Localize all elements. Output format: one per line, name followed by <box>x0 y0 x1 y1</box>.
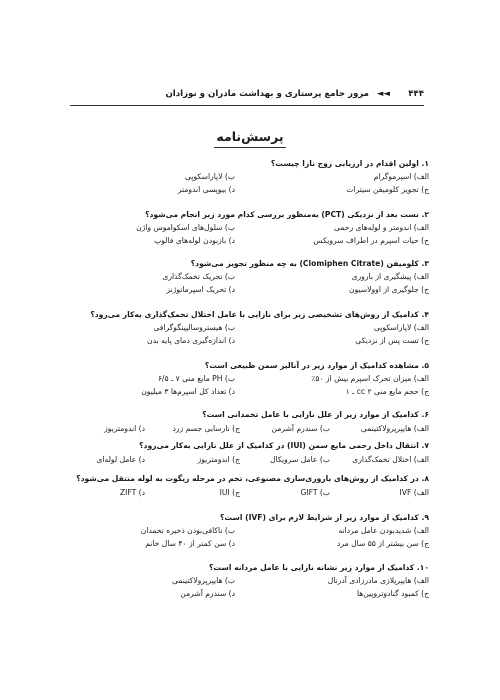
answer-option: ج) IUI <box>219 488 240 497</box>
question-text: ۵. مشاهده کدامیک از موارد زیر در آنالیز سمن طبیعی است؟ <box>204 361 429 370</box>
answer-option: الف) هایپرپلازی مادرزادی آدرنال <box>327 576 429 585</box>
answer-option: الف) شدیدبودن عامل مردانه <box>338 526 429 535</box>
answer-option: د) سندرم آشرمن <box>180 589 235 598</box>
answer-option: الف) میزان تحرک اسپرم بیش از ۵۰٪ <box>311 374 429 383</box>
answer-option: ب) هایپرپرولاکتینمی <box>172 576 235 585</box>
answer-option: د) اندازه‌گیری دمای پایه بدن <box>147 336 235 345</box>
answer-option: الف) اندومتر و لوله‌های رحمی <box>334 223 429 232</box>
answer-option: الف) IVF <box>399 488 429 497</box>
answer-option: ب) سندرم آشرمن <box>271 424 330 433</box>
section-title: پرسش‌نامه <box>216 129 284 144</box>
answer-option: ب) هیستروسالپینگوگرافی <box>153 323 235 332</box>
answer-option: ب) PH مایع منی ۷ ـ ۶/۵ <box>157 374 235 383</box>
answer-option: ج) جلوگیری از اوولاسیون <box>349 285 429 294</box>
book-title: مرور جامع پرستاری و بهداشت مادران و نوزادان <box>165 89 369 99</box>
question-text: ۹. کدامیک از موارد زیر از شرایط لازم برای (IVF) است؟ <box>219 513 429 522</box>
answer-option: ج) اندومتریوز <box>197 455 240 464</box>
answer-option: ج) نارسایی جسم زرد <box>172 424 240 433</box>
answer-option: ج) کمبود گنادوتروپین‌ها <box>356 589 429 598</box>
page-number: ۴۴۴ <box>408 89 424 99</box>
question-text: ۶. کدامیک از موارد زیر از علل نازایی با عامل تخمدانی است؟ <box>202 410 429 419</box>
answer-option: د) بیوپسی اندومتر <box>177 185 235 194</box>
answer-option: ج) تست پس از نزدیکی <box>355 336 429 345</box>
answer-option: ب) تحریک تخمک‌گذاری <box>162 272 235 281</box>
answer-option: ب) ناکافی‌بودن ذخیره تخمدان <box>140 526 235 535</box>
answer-option: د) بازبودن لوله‌های فالوپ <box>154 236 235 245</box>
answer-option: ب) سلول‌های اسکواموس واژن <box>136 223 235 232</box>
question-text: ۱۰. کدامیک از موارد زیر نشانه نازایی با عامل مردانه است؟ <box>208 563 429 572</box>
answer-option: ب) عامل سرویکال <box>270 455 330 464</box>
answer-option: د) عامل لوله‌ای <box>96 455 145 464</box>
answer-option: د) اندومتریوز <box>104 424 145 433</box>
answer-option: د) سن کمتر از ۴۰ سال خانم <box>145 539 235 548</box>
answer-option: الف) اختلال تخمک‌گذاری <box>352 455 429 464</box>
question-text: ۲. تست بعد از نزدیکی (PCT) به‌منظور بررسی کدام مورد زیر انجام می‌شود؟ <box>145 210 429 219</box>
answer-option: د) ZIFT <box>119 488 145 497</box>
answer-option: د) تحریک اسپرماتوژنز <box>166 285 235 294</box>
question-text: ۱. اولین اقدام در ارزیابی زوج نازا چیست؟ <box>270 159 429 168</box>
question-text: ۳. کلومیفن (Clomiphen Citrate) به چه منظور تجویز می‌شود؟ <box>190 259 429 268</box>
question-text: ۷. انتقال داخل رحمی مایع سمن (IUI) در کدامیک از علل نازایی به‌کار می‌رود؟ <box>139 441 429 450</box>
answer-option: د) تعداد کل اسپرم‌ها ۳ میلیون <box>141 387 235 396</box>
answer-option: الف) پیشگیری از باروری <box>351 272 429 281</box>
answer-option: ج) حیات اسپرم در اطراف سرویکس <box>313 236 429 245</box>
answer-option: الف) اسپرموگرام <box>373 172 429 181</box>
answer-option: الف) هایپرپرولاکتینمی <box>360 424 429 433</box>
answer-option: ج) حجم مایع منی cc ۲ ـ ۱ <box>345 387 429 396</box>
question-text: ۴. کدامیک از روش‌های تشخیصی زیر برای نازایی با عامل اختلال تخمک‌گذاری به‌کار می‌رود؟ <box>90 310 429 319</box>
answer-option: ب) GIFT <box>300 488 330 497</box>
answer-option: الف) لاپاراسکوپی <box>373 323 429 332</box>
question-text: ۸. در کدامیک از روش‌های باروری‌سازی مصنوعی، تخم در مرحله زیگوت به لوله منتقل می‌شود؟ <box>76 474 429 483</box>
answer-option: ج) تجویز کلومیفن سیترات <box>346 185 429 194</box>
header-arrows-icon: ◄◄ <box>376 89 390 99</box>
answer-option: ج) سن بیشتر از ۵۵ سال مرد <box>337 539 429 548</box>
answer-option: ب) لاپاراسکوپی <box>185 172 235 181</box>
